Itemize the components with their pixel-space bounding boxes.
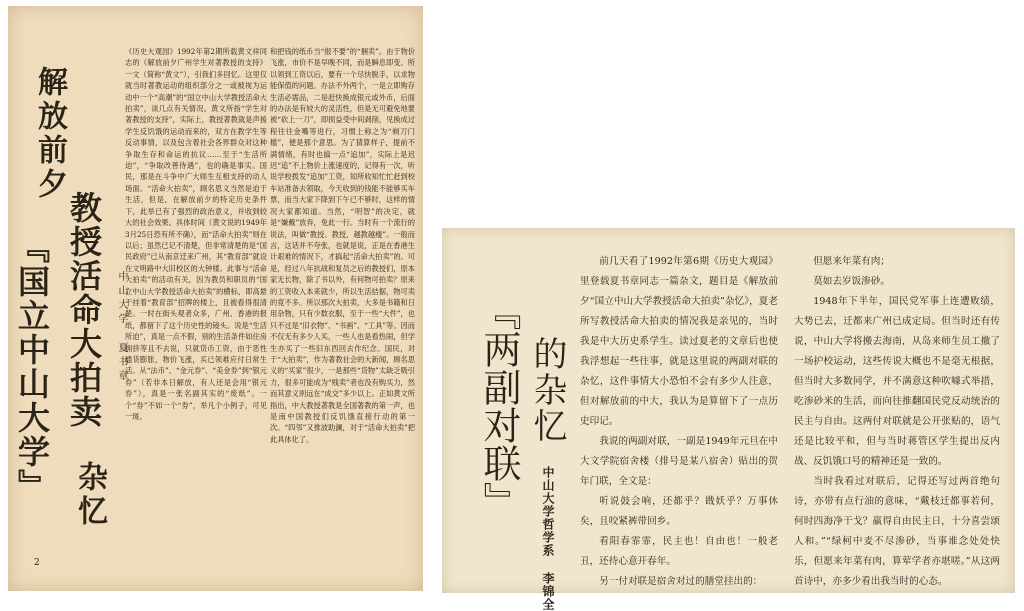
left-magazine-page bbox=[8, 6, 423, 591]
right-magazine-page bbox=[442, 228, 1015, 611]
left-title-line1: 解放前夕 bbox=[32, 66, 67, 202]
left-title-line2: 教授活命大拍卖 bbox=[65, 191, 103, 429]
left-title-line3: 『国立中山大学』 bbox=[13, 231, 51, 503]
right-title-rest: 的杂忆 bbox=[527, 336, 567, 444]
left-byline: 中山大学 夏书章 bbox=[116, 271, 127, 384]
right-byline: 中山大学哲学系 李锦全 bbox=[541, 466, 555, 611]
right-col1-paragraph: 我说的两副对联，一副是1949年元旦在中大文学院宿舍楼（排号是某八宿舍）贴出的贺年门联，全文是： bbox=[580, 436, 778, 487]
right-col2-paragraph: 当时我看过对联后，记得还写过两首绝句诗，亦带有点行油的意味，“戴枝迁都事若何，何时四海净干戈？羸得自由民主日，十分喜尝颂人和。”“绿柯中麦不尽渗砂，当事谁念处处快乐，但愿来年菜有肉，算荤学者亦堪嗟。”从这两首诗中，亦多少看出我当时的心态。 bbox=[794, 476, 1000, 587]
right-col2-paragraph: 1948年下半年，国民党军事上连遭败绩，大势已去，迁都来广州已成定局。但当时还有传说，中山大学将搬去海南，从岛来师生员工撤了一场护校运动，这些传说大概也不是毫无根据，但当时大多数同学，并不满意这种吹噱式举措，吃渗砂米的生活，而向往推翻国民党反动统治的民主与自由。这两付对联就是公开张贴的，语气还是比较平和，但与当时蒋管区学生提出反内战、反饥饿口号的精神还是一致的。 bbox=[794, 296, 1000, 467]
right-body-column-1 bbox=[580, 252, 778, 588]
right-col1-paragraph: 另一付对联是宿舍对过的膳堂挂出的： bbox=[599, 576, 763, 587]
left-body-column-1: 《历史大观园》1992年第2期所载黄文祥同志的《解放前夕广州学生对著教授的支持》一文（简称“黄文”），引我们多回忆。这里仅就当时著教运动的组织部分之一或被视为运动中一个“高潮”的“国立中山大学教授活命大拍卖”，谈几点有关情况。黄文所指“学生对著教授的支持”，实际上，教授著教就是声援学生反饥饿的运动而来的，双方在教学生等反动事情，以及包含着社会各界群众对这种争取生存和命运的抗议……至于“生活所迫”，“争取改善待遇”，也的确是事实。国民，那是在斗争中广大师生互相支持的动人场面。“活命大拍卖”，顾名思义当然是迫于生活，但是，在解放前夕的特定历史条件下，此举已有了强烈的政治意义，并收到较大的社会效果。具体时间（黄文说的1949年3月25日恐有所不确），而“活命大拍卖”则在以后；虽然已记不清楚，但非常清楚的是“国民政府”已从南京迁来广州，其“教育部”就设在文明路中大旧校区的大钟楼。此事与“活命大拍卖”的活动有关，因为教员和职员的“国立中山大学教授活命大拍卖”的横标，即高悬于挂着“教育部”招牌的楼上，且被看得很清楚。一时在街头观者众多，广州、香港的报纸，都留下了这个历史性的镜头。说是“生活所迫”，真是一点不假，别的生活条件如住房拥挤等且不去说，只就货币工资，由于恶性通货膨胀，物价飞涨，买已领难应付日常生活。从“法币”、“金元券”、“美金券”到“银元券”（若非本日解放，有人还是会用“银元券”），真是一张名副其实的“废纸”。一个“券”不如一个“券”，举凡个小例子，可见一斑。 bbox=[125, 47, 267, 421]
right-col1-paragraph: 听说鼓会响，还都乎？戡妖乎？万事休矣，且咬紧裤带回乡。 bbox=[580, 496, 778, 527]
right-col1-paragraph: 看阳春霏霏，民主也！自由也！一般老丑，还待心意开春年。 bbox=[580, 536, 778, 567]
right-col2-couplet-line: 但愿来年菜有肉； bbox=[813, 256, 890, 267]
left-body-column-2: 和把钱的纸币当“报不要”的“捆卖”。由于物价飞涨，市价不是早晚不同，而是瞬息即变。所以领到工资以后，要有一个尽快脱手，以求物能保值的问题。办法不外两个，一是立即购存生活必需品，二是赶快换成银元或外币，后面的办法是有较大的灵活性，但是无可避免地要被“砍上一刀”，即损益受中间剥削，见换成过程往往金嘴等进行，习惯上称之为“剃刀门槛”，便是那个意思。为了猜算样子，提前不满情绪，有时也搞一点“追加”，实际上是迟迟“追”不上物价上涨速度的，记得有一次，听说学校拨发“追加”工资，知所收知忙忙赶到校车站准备去领取，今天收到的钱能不能够买车票，而当大家下降到下午已不够时，这样的情况大家都知道。当然，“明智”的决定，就是“嫌戴”放弃，免此一行。当时有一个流行的说法，叫做“教授、教授，越教越瘦”。一般而言，这话并不夸张，也就是说，正是在香港生计艰难的情况下，才搞起“活命大拍卖”的。可是，经过八年抗战和复员之后的教授们，原本家无长物，除了书以外，有何物可拍卖？原来的工资收入本来就少，所以生活拮据，物可卖的竟不多。所以那次大拍卖，大多是书籍和日用杂物，只有少数衣服，至于一些“大件”，也只不过是“旧衣物”、“书画”、“工具”等。因而不仅无有多少人买，一些人也是看热闹，但学生亦买了一些旧东西回去作纪念。国民，对于“大拍卖”，作为著教社会的大新闻，顾名思义的“买家”很少，一是那些“货物”太缺乏吸引力，很多可能成为“贱卖”者也没有购买力，然而其意义则远在“成交”多少以上。正如黄文所指出，中大教授著教是全国著教的第一声，也是南中国教授们反饥饿直接行动的第一次。“四邻”又推波助澜，对于“活命大拍卖”把此具体化了。 bbox=[270, 47, 415, 444]
left-page-number: 2 bbox=[34, 558, 40, 568]
right-body-column-2 bbox=[794, 252, 1000, 588]
right-title-quoted: 『两副对联』 bbox=[477, 292, 521, 520]
left-title-suffix: 杂忆 bbox=[72, 461, 107, 529]
right-col1-paragraph: 前几天看了1992年第6期《历史大观园》里登载夏书章同志一篇杂文，题目是《解放前夕“国立中山大学教授活命大拍卖”杂忆》，夏老所写教授活命大拍卖的情况我是亲见的，当时我是中大历史系学生。读过夏老的文章后也使我浮想起一些往事，就是这里说的两副对联的杂忆，这件事情大小恐怕不会有多少人注意，但对解放前的中大，我认为是算留下了一点历史印记。 bbox=[580, 256, 778, 427]
right-col2-couplet-line: 莫如去岁饭渗砂。 bbox=[813, 276, 890, 287]
